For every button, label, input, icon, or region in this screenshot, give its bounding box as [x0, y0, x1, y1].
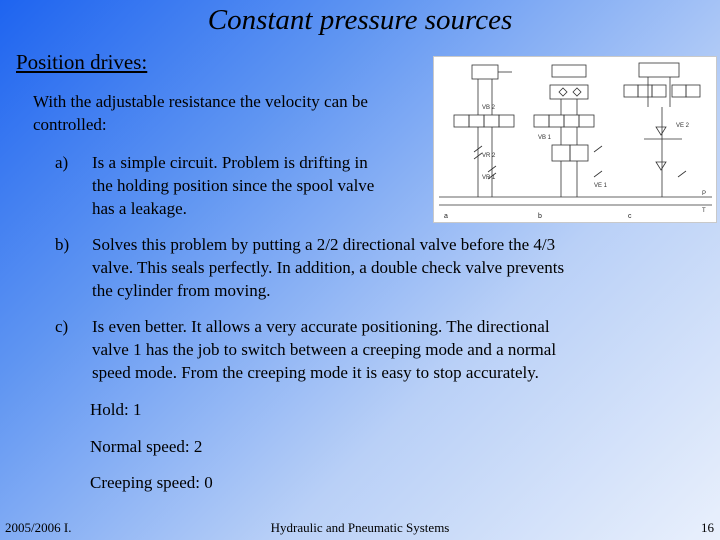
item-b-text — [92, 233, 564, 302]
circuit-drawing — [434, 57, 716, 222]
label-vb2: VB 2 — [482, 105, 496, 111]
item-b-label: b) — [55, 235, 70, 254]
note-hold: Hold: 1 — [90, 400, 142, 419]
cylinder-a — [472, 65, 498, 79]
caption-c: c — [628, 213, 632, 220]
item-c-text — [92, 315, 556, 384]
label-vb1: VB 1 — [538, 135, 552, 141]
item-b-line-3: the cylinder from moving. — [92, 281, 271, 300]
cylinder-b — [552, 65, 586, 77]
slide-title: Constant pressure sources — [207, 4, 513, 36]
label-vr2: VR 2 — [482, 153, 496, 159]
item-b — [55, 233, 675, 303]
caption-b: b — [538, 213, 542, 220]
item-b-line-1: Solves this problem by putting a 2/2 directional valve before the 4/3 — [92, 235, 556, 254]
label-vr1: VR 1 — [482, 175, 496, 181]
intro-text: With the adjustable resistance the velocity can be controlled: — [33, 92, 368, 134]
label-p: P — [702, 191, 707, 197]
slide-subtitle: Position drives: — [16, 50, 148, 74]
item-c — [55, 315, 675, 385]
item-a-line-1: Is a simple circuit. Problem is drifting in — [92, 153, 368, 172]
footer-course-title: Hydraulic and Pneumatic Systems — [270, 520, 450, 535]
item-a-line-2: the holding position since the spool valve — [92, 176, 375, 195]
hydraulic-circuit-diagram — [433, 56, 717, 223]
note-normal-speed: Normal speed: 2 — [90, 437, 203, 456]
label-ve2: VE 2 — [676, 123, 690, 129]
item-c-label: c) — [55, 317, 69, 336]
item-b-line-2: valve. This seals perfectly. In addition, a double check valve prevents — [92, 258, 565, 277]
note-creeping-speed: Creeping speed: 0 — [90, 473, 213, 492]
item-a-text — [92, 151, 374, 220]
label-t: T — [702, 208, 706, 214]
item-a-line-3: has a leakage. — [92, 199, 187, 218]
item-c-line-3: speed mode. From the creeping mode it is easy to stop accurately. — [92, 363, 539, 382]
label-ve1: VE 1 — [594, 183, 608, 189]
item-a — [55, 151, 435, 221]
footer-page-number: 16 — [701, 520, 714, 535]
cylinder-c — [639, 63, 679, 77]
item-a-label: a) — [55, 153, 69, 172]
caption-a: a — [444, 213, 448, 220]
item-c-line-1: Is even better. It allows a very accurate positioning. The directional — [92, 317, 550, 336]
footer-date: 2005/2006 I. — [5, 520, 72, 535]
item-c-line-2: valve 1 has the job to switch between a creeping mode and a normal — [92, 340, 557, 359]
